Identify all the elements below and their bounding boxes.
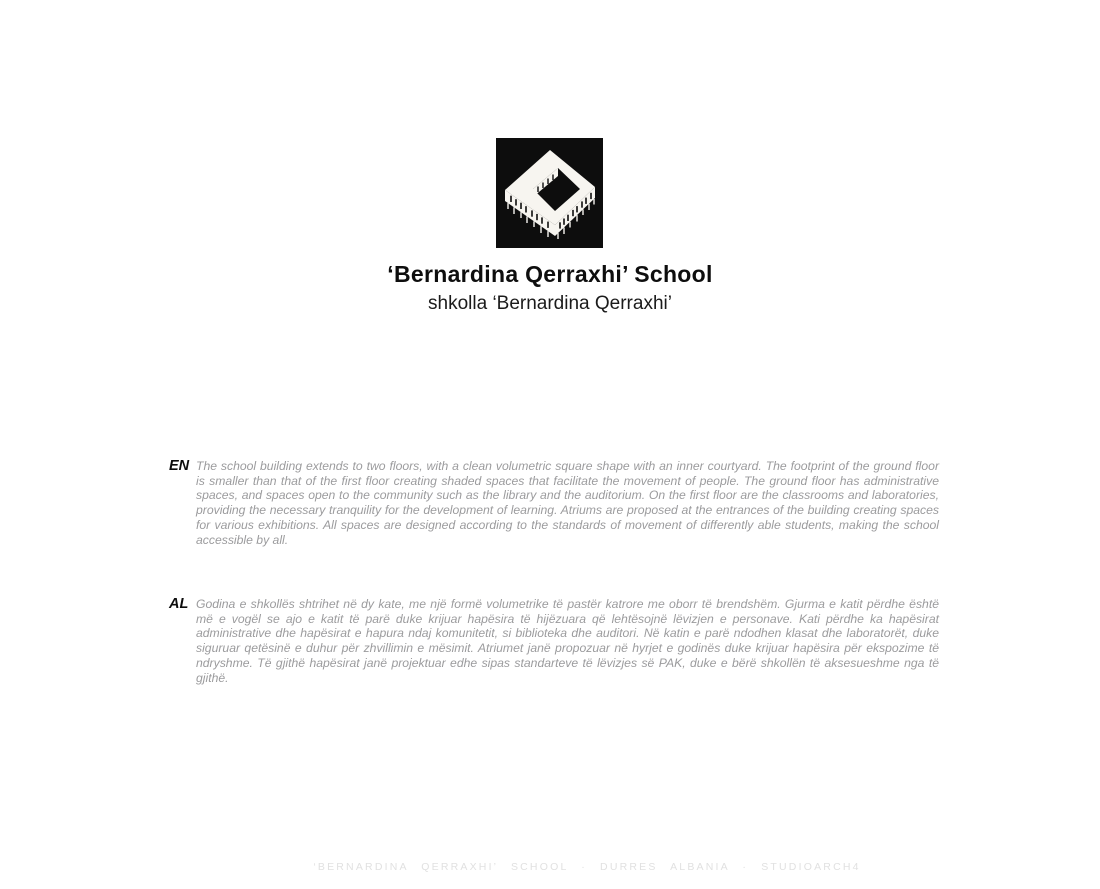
description-text-en: The school building extends to two floors, with a clean volumetric square shape with an inner courtyard. The footprint of the ground floor is smaller than that of the first floor creating shaded spaces that facilitate the movement of people. The ground floor has administrative spaces, and spaces open to the community such as the library and the auditorium. On the first floor are the classrooms and laboratories, providing the necessary tranquility for the development of learning. Atriums are proposed at the entrances of the building creating spaces for various exhibitions. All spaces are designed according to the standards of movement of differently able students, making the school accessible by all.: [196, 459, 939, 547]
description-text-al: Godina e shkollës shtrihet në dy kate, me një formë volumetrike të pastër katrore me oborr të brendshëm. Gjurma e katit përdhe është më e vogël se ajo e katit të parë duke krijuar hapësira të hijëzuara që lehtësojnë lëvizjen e personave. Kati përdhe ka hapësirat administrative dhe hapësirat e hapura ndaj komunitetit, si biblioteka dhe auditori. Në katin e parë ndodhen klasat dhe laboratorët, duke siguruar qetësinë e duhur për zhvillimin e mësimit. Atriumet janë propozuar në hyrjet e godinës duke krijuar hapësira për ekspozime të ndryshme. Të gjithë hapësirat janë projektuar edhe sipas standarteve të lëvizjes së PAK, duke e bërë shkollën të aksesueshme nga të gjithë.: [196, 597, 939, 685]
page-title: ‘Bernardina Qerraxhi’ School: [387, 261, 713, 287]
page-subtitle: shkolla ‘Bernardina Qerraxhi’: [428, 293, 672, 314]
footer-caption: ‘BERNARDINA QERRAXHI’ SCHOOL · DURRES ALBANIA · STUDIOARCH4: [313, 861, 861, 873]
language-label-en: EN: [169, 458, 190, 474]
language-label-al: AL: [169, 596, 189, 612]
isometric-building-icon: [496, 138, 603, 248]
description-section-en: [169, 459, 939, 547]
school-logo: [496, 138, 603, 248]
description-section-al: [169, 597, 939, 685]
